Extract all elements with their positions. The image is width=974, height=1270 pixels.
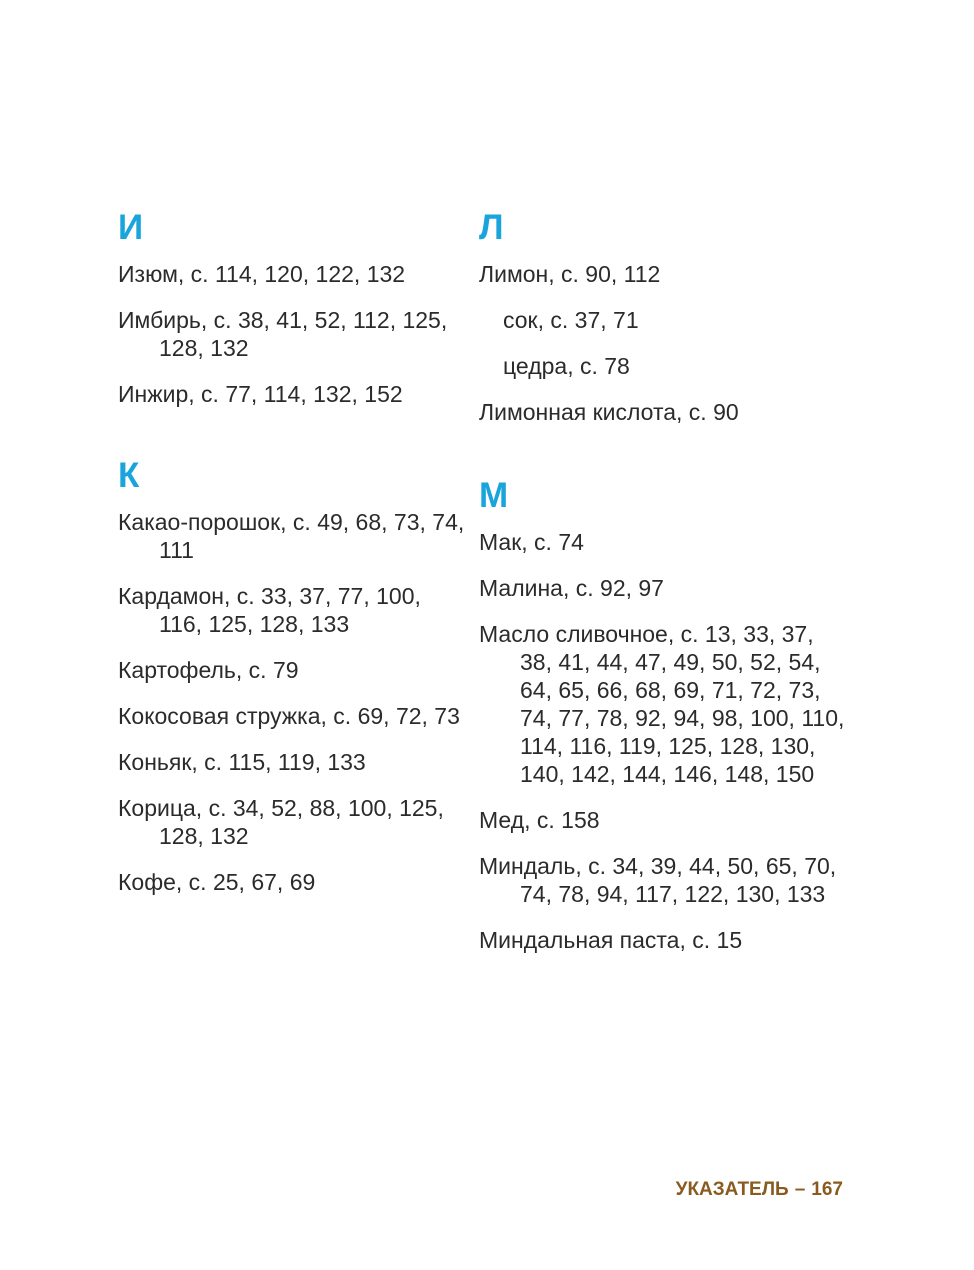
index-entry-mindal: Миндаль, с. 34, 39, 44, 50, 65, 70, 74, 78, 94, 117, 122, 130, 133: [479, 853, 837, 907]
section-letter-k: К: [118, 456, 140, 495]
section-letter-i: И: [118, 208, 144, 247]
index-entry-limonnaya-kislota: Лимонная кислота, с. 90: [479, 399, 739, 425]
index-subentry-tsedra: цедра, с. 78: [503, 353, 630, 379]
index-entry-kartofel: Картофель, с. 79: [118, 657, 299, 683]
index-entry-kofe: Кофе, с. 25, 67, 69: [118, 869, 316, 895]
index-entry-mak: Мак, с. 74: [479, 529, 584, 555]
section-letter-m: М: [479, 476, 509, 515]
footer-dash: –: [794, 1179, 806, 1200]
index-subentry-sok: сок, с. 37, 71: [503, 307, 639, 333]
index-entry-izyum: Изюм, с. 114, 120, 122, 132: [118, 261, 406, 287]
page-number: 167: [811, 1179, 843, 1200]
index-entry-limon: Лимон, с. 90, 112: [479, 261, 661, 287]
index-entry-malina: Малина, с. 92, 97: [479, 575, 664, 601]
index-entry-kardamon: Кардамон, с. 33, 37, 77, 100, 116, 125, 128, 133: [118, 583, 421, 637]
footer-label: УКАЗАТЕЛЬ: [675, 1179, 789, 1200]
index-entry-kokosovaya-struzhka: Кокосовая стружка, с. 69, 72, 73: [118, 703, 460, 729]
index-column-right: [479, 208, 849, 954]
index-entry-med: Мед, с. 158: [479, 807, 600, 833]
index-entry-inzhir: Инжир, с. 77, 114, 132, 152: [118, 381, 403, 407]
index-entry-koritsa: Корица, с. 34, 52, 88, 100, 125, 128, 132: [118, 795, 444, 849]
index-column-left: [118, 208, 468, 896]
index-entry-imbir: Имбирь, с. 38, 41, 52, 112, 125, 128, 132: [118, 307, 448, 361]
index-entry-konyak: Коньяк, с. 115, 119, 133: [118, 749, 366, 775]
page-footer: [676, 1178, 843, 1202]
section-letter-l: Л: [479, 208, 504, 247]
index-entry-kakao: Какао-порошок, с. 49, 68, 73, 74, 111: [118, 509, 465, 563]
index-entry-maslo-slivochnoe: Масло сливочное, с. 13, 33, 37, 38, 41, 44, 47, 49, 50, 52, 54, 64, 65, 66, 68, 69, 71, 72, 73, 74, 77, 78, 92, 94, 98, 100, 110, 114, 116, 119, 125, 128, 130, 140, 142, 144, 146, 148, 150: [479, 621, 845, 787]
index-entry-mindalnaya-pasta: Миндальная паста, с. 15: [479, 927, 743, 953]
